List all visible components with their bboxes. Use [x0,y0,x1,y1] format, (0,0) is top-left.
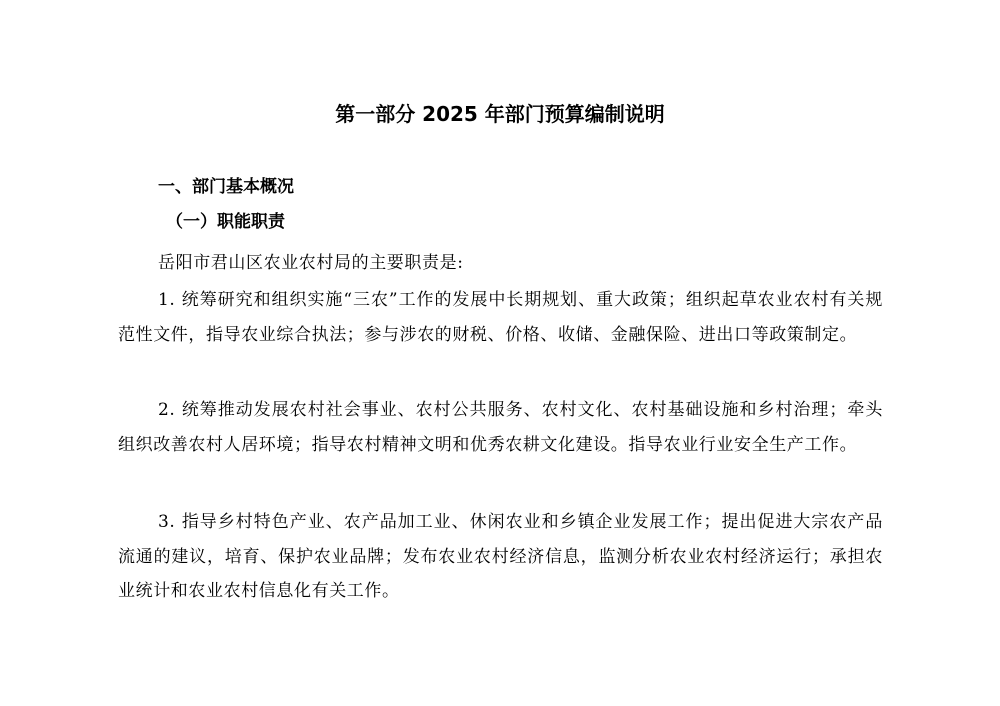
page-title: 第一部分 2025 年部门预算编制说明 [335,102,665,126]
section-heading: 一、部门基本概况 [158,177,294,197]
duty-item-2: 2. 统筹推动发展农村社会事业、农村公共服务、农村文化、农村基础设施和乡村治理；牵头组织改善农村人居环境；指导农村精神文明和优秀农耕文化建设。指导农业行业安全生产工作。 [118,400,883,455]
sub-heading: （一）职能职责 [166,212,285,232]
duty-item-1: 1. 统筹研究和组织实施“三农”工作的发展中长期规划、重大政策；组织起草农业农村有关规范性文件，指导农业综合执法；参与涉农的财税、价格、收储、金融保险、进出口等政策制定。 [118,290,883,345]
intro-paragraph: 岳阳市君山区农业农村局的主要职责是: [158,253,464,273]
duty-item-3: 3. 指导乡村特色产业、农产品加工业、休闲农业和乡镇企业发展工作；提出促进大宗农产品流通的建议，培育、保护农业品牌；发布农业农村经济信息，监测分析农业农村经济运行；承担农业统计和农业农村信息化有关工作。 [118,512,883,601]
